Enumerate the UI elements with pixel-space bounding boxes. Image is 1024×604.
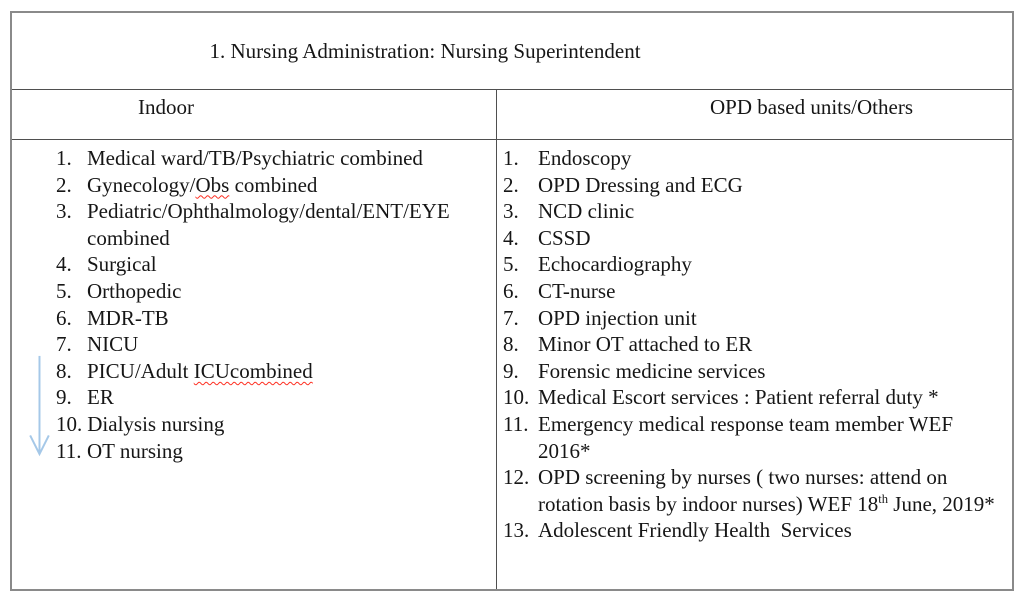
list-item-number: 8. [56, 358, 72, 383]
list-item-number: 3. [503, 199, 519, 224]
list-item [56, 384, 488, 411]
list-item [503, 145, 1000, 172]
list-item-text: Echocardiography [538, 252, 692, 277]
list-item-number: 10. [503, 385, 530, 410]
list-item [503, 411, 1000, 464]
list-item-text: Dialysis nursing [87, 411, 225, 436]
list-item-text: Medical Escort services : Patient referral duty * [538, 385, 939, 410]
list-item [56, 331, 488, 358]
list-item-text: CT-nurse [538, 278, 616, 303]
list-item-number: 4. [503, 225, 519, 250]
list-item [503, 278, 1000, 305]
nursing-admin-table [10, 11, 1014, 591]
list-item [503, 331, 1000, 358]
list-item [503, 305, 1000, 332]
list-item [503, 225, 1000, 252]
list-item-text: MDR-TB [87, 305, 169, 330]
table-title-row [12, 13, 1012, 90]
list-item-number: 4. [56, 252, 72, 277]
list-item [56, 411, 488, 438]
column-header-indoor: Indoor [12, 90, 497, 139]
indoor-units-list [12, 140, 496, 464]
list-item-text: Forensic medicine services [538, 358, 766, 383]
list-item [503, 358, 1000, 385]
list-item-number: 13. [503, 518, 530, 543]
list-item-text: Pediatric/Ophthalmology/dental/ENT/EYE combined [87, 199, 456, 250]
table-header-row [12, 90, 1012, 140]
list-item-number: 8. [503, 332, 519, 357]
list-item [56, 358, 488, 385]
list-item-text: NICU [87, 332, 139, 357]
list-item-number: 1. [503, 146, 519, 170]
list-item-text: Adolescent Friendly Health Services [538, 518, 852, 543]
list-item-number: 10. [56, 411, 83, 436]
list-item-number: 7. [56, 332, 72, 357]
list-item [56, 145, 488, 172]
down-arrow-icon [28, 352, 50, 460]
list-item-text: Emergency medical response team member WEF 2016* [538, 411, 959, 463]
list-item-text: OPD injection unit [538, 305, 697, 330]
table-body-row [12, 140, 1012, 589]
list-item-number: 11. [503, 411, 529, 436]
list-item-text: OPD screening by nurses ( two nurses: attend on rotation basis by indoor nurses) WEF 18th June, 2019* [538, 465, 995, 516]
list-item [56, 278, 488, 305]
list-item [56, 172, 488, 199]
list-item [503, 464, 1000, 517]
list-item-number: 12. [503, 465, 530, 490]
list-item [503, 384, 1000, 411]
list-item-number: 5. [56, 278, 72, 303]
list-item [503, 172, 1000, 199]
column-header-opd: OPD based units/Others [710, 95, 913, 119]
list-item-number: 9. [503, 358, 519, 383]
list-item [56, 251, 488, 278]
list-item-text: OPD Dressing and ECG [538, 172, 743, 197]
list-item [503, 517, 1000, 544]
list-item-text: NCD clinic [538, 199, 635, 224]
list-item [503, 198, 1000, 225]
list-item-text: Minor OT attached to ER [538, 332, 753, 357]
list-item-text: Medical ward/TB/Psychiatric combined [87, 146, 423, 170]
list-item [503, 251, 1000, 278]
list-item-number: 1. [56, 146, 72, 170]
list-item-text: Gynecology/Obs combined [87, 172, 318, 197]
list-item-text: Orthopedic [87, 278, 182, 303]
list-item-number: 2. [503, 172, 519, 197]
list-item-text: OT nursing [87, 438, 183, 463]
list-item [56, 438, 488, 465]
list-item-text: PICU/Adult ICUcombined [87, 358, 313, 383]
list-item-number: 9. [56, 385, 72, 410]
list-item-number: 6. [56, 305, 72, 330]
list-item-text: CSSD [538, 225, 591, 250]
opd-units-list [497, 140, 1012, 544]
list-item [56, 305, 488, 332]
list-item-text: Surgical [87, 252, 157, 277]
list-item-text: ER [87, 385, 114, 410]
list-item-number: 7. [503, 305, 519, 330]
list-item-number: 3. [56, 199, 72, 224]
list-item-number: 2. [56, 172, 72, 197]
list-item [56, 198, 488, 251]
list-item-number: 11. [56, 438, 82, 463]
list-item-text: Endoscopy [538, 146, 632, 170]
list-item-number: 5. [503, 252, 519, 277]
list-item-number: 6. [503, 278, 519, 303]
table-title: 1. Nursing Administration: Nursing Superintendent [209, 38, 641, 63]
opd-units-cell [497, 140, 1012, 589]
indoor-units-cell [12, 140, 497, 589]
